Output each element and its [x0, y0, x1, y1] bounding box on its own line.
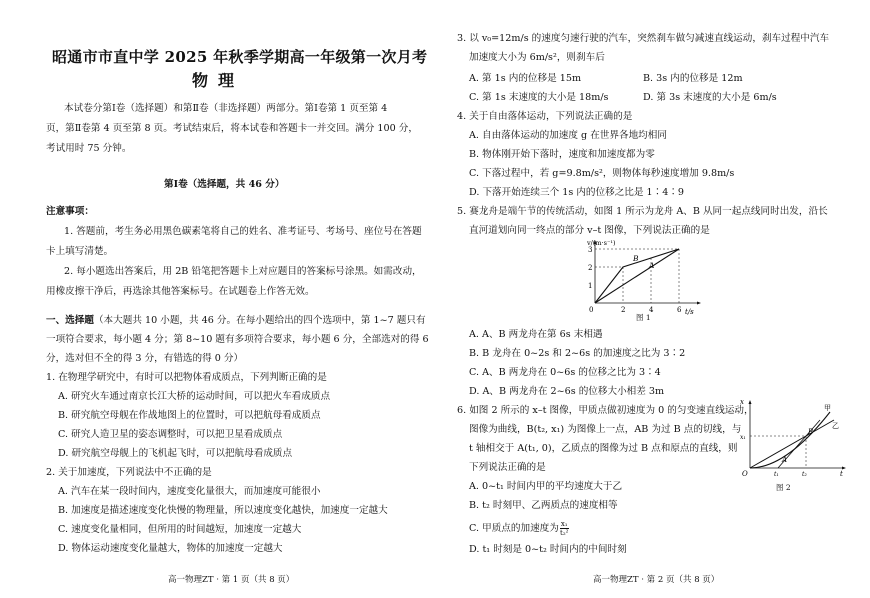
fraction-denominator: t₂²: [560, 529, 569, 537]
option-b: B. 3s 内的位移是 12m: [643, 73, 743, 84]
option-a: A. 自由落体运动的加速度 g 在世界各地均相同: [469, 130, 667, 141]
option-d: D. 研究航空母舰上的飞机起飞时，可以把航母看成质点: [58, 448, 293, 459]
t1-label: t₁: [774, 471, 779, 478]
question-stem: 直河道划向同一终点的部分 v–t 图像，下列说法正确的是: [469, 225, 710, 236]
x-tick: 6: [677, 306, 682, 314]
origin-label: O: [742, 470, 748, 478]
x-axis-arrow: [749, 400, 752, 404]
option-c: C. 第 1s 末速度的大小是 18m/s: [469, 92, 609, 103]
option-a: A. 0~t₁ 时间内甲的平均速度大于乙: [469, 481, 623, 492]
note-line: 1. 答题前，考生务必用黑色碳素笔将自己的姓名、准考证号、考场号、座位号在答题: [64, 226, 422, 237]
option-b: B. 物体刚开始下落时，速度和加速度都为零: [469, 149, 655, 160]
line-yi-label: 乙: [832, 422, 839, 430]
question-stem: 下列说法正确的是: [469, 462, 546, 473]
question-stem: 加速度大小为 6m/s²，则刹车后: [469, 52, 605, 63]
intro-line: 页，第Ⅱ卷第 4 页至第 8 页。考试结束后，将本试卷和答题卡一并交回。满分 100 分，: [46, 123, 418, 134]
option-b: B. 研究航空母舰在作战地图上的位置时，可以把航母看成质点: [58, 410, 321, 421]
note-line: 卡上填写清楚。: [46, 246, 114, 257]
x-tick: 0: [589, 306, 594, 314]
part1-intro-line: 一项符合要求，每小题 4 分；第 8~10 题有多项符合要求，每小题 6 分，全部选对的得 6: [46, 334, 429, 345]
option-d: D. 第 3s 末速度的大小是 6m/s: [643, 92, 777, 103]
question-stem: 1. 在物理学研究中，有时可以把物体看成质点，下列判断正确的是: [46, 372, 327, 383]
note-line: 2. 每小题选出答案后，用 2B 铅笔把答题卡上对应题目的答案标号涂黑。如需改动，: [64, 266, 422, 277]
option-b: B. 加速度是描述速度变化快慢的物理量，所以速度变化越快，加速度一定越大: [58, 505, 388, 516]
curve-jia-label: 甲: [824, 404, 831, 412]
figure-1-caption: 图 1: [636, 313, 651, 322]
intro-line: 考试用时 75 分钟。: [46, 143, 132, 154]
option-c: C. 下落过程中，若 g=9.8m/s²，则物体每秒速度增加 9.8m/s: [469, 168, 735, 179]
option-b: B. t₂ 时刻甲、乙两质点的速度相等: [469, 500, 618, 511]
option-d: D. t₁ 时刻是 0~t₂ 时间内的中间时刻: [469, 544, 627, 555]
exam-title: 昭通市市直中学 2025 年秋季学期高一年级第一次月考: [52, 48, 428, 66]
question-stem: 5. 赛龙舟是端午节的传统活动，如图 1 所示为龙舟 A、B 从同一起点线同时出发，沿长: [457, 206, 828, 217]
point-b-label: B: [808, 428, 814, 436]
y-tick: 2: [588, 264, 593, 272]
option-d: D. A、B 两龙舟在 2~6s 的位移大小相差 3m: [469, 386, 665, 397]
option-a: A. A、B 两龙舟在第 6s 末相遇: [469, 329, 603, 340]
question-stem: 6. 如图 2 所示的 x–t 图像，甲质点做初速度为 0 的匀变速直线运动，: [457, 405, 754, 416]
question-stem: 2. 关于加速度，下列说法中不正确的是: [46, 467, 212, 478]
part1-heading: 一、选择题: [46, 315, 94, 326]
curve-jia: [750, 412, 830, 468]
x-axis-arrow: [697, 302, 701, 305]
intro-line: 本试卷分第Ⅰ卷（选择题）和第Ⅱ卷（非选择题）两部分。第Ⅰ卷第 1 页至第 4: [64, 103, 388, 114]
question-stem: 4. 关于自由落体运动，下列说法正确的是: [457, 111, 633, 122]
option-a: A. 第 1s 内的位移是 15m: [469, 73, 582, 84]
x-tick: 2: [621, 306, 626, 314]
fraction: [560, 520, 569, 537]
option-d: D. 下落开始连续三个 1s 内的位移之比是 1∶4∶9: [469, 187, 685, 198]
figure-2-xt-graph: [740, 398, 848, 478]
right-page: [435, 0, 870, 598]
notes-title: 注意事项：: [46, 206, 94, 217]
line-b-label: B: [633, 254, 639, 263]
line-a-label: A: [649, 261, 655, 270]
point-a-label: A: [782, 456, 788, 464]
option-b: B. B 龙舟在 0~2s 和 2~6s 的加速度之比为 3∶2: [469, 348, 686, 359]
option-a: A. 汽车在某一段时间内，速度变化量很大，而加速度可能很小: [58, 486, 321, 497]
page-footer: 高一物理ZT · 第 1 页（共 8 页）: [168, 575, 295, 585]
y-tick: 3: [588, 246, 593, 254]
question-stem: 图像为曲线，B(t₂, x₁) 为图像上一点，AB 为过 B 点的切线，与: [469, 424, 742, 435]
part1-intro-line: 分，选对但不全的得 3 分，有错选的得 0 分）: [46, 353, 244, 364]
question-stem: t 轴相交于 A(t₁, 0)，乙质点的图像为过 B 点和原点的直线，则: [469, 443, 738, 454]
option-c: C. 速度变化量相同，但所用的时间越短，加速度一定越大: [58, 524, 302, 535]
y-axis-label: v/(m·s⁻¹): [587, 239, 616, 247]
x-tick: 4: [649, 306, 654, 314]
fraction-numerator: x₁: [560, 520, 568, 528]
option-d: D. 物体运动速度变化量越大，物体的加速度一定越大: [58, 543, 283, 554]
section-title: 第Ⅰ卷（选择题，共 46 分）: [164, 179, 285, 190]
figure-2-caption: 图 2: [776, 483, 791, 492]
t2-label: t₂: [802, 471, 807, 478]
x-axis-label: x: [740, 398, 744, 406]
option-c: C. 研究人造卫星的姿态调整时，可以把卫星看成质点: [58, 429, 283, 440]
y-tick: 1: [588, 282, 593, 290]
part1-intro-line: 一、选择题（本大题共 10 小题，共 46 分。在每小题给出的四个选项中，第 1~7 题只有: [46, 315, 426, 326]
x-axis-label: t/s: [685, 308, 694, 316]
x1-label: x₁: [740, 434, 746, 441]
subject-title: 物理: [192, 71, 245, 90]
page-footer: 高一物理ZT · 第 2 页（共 8 页）: [593, 575, 720, 585]
option-c: C. 甲质点的加速度为 $\frac{\text{x₁}}{\text{t₂²}}$: [469, 520, 569, 537]
option-a: A. 研究火车通过南京长江大桥的运动时间，可以把火车看成质点: [58, 391, 331, 402]
t-axis-label: t: [840, 470, 843, 478]
note-line: 用橡皮擦干净后，再选涂其他答案标号。在试题卷上作答无效。: [46, 286, 315, 297]
option-c: C. A、B 两龙舟在 0~6s 的位移之比为 3∶4: [469, 367, 661, 378]
line-yi: [750, 420, 834, 468]
question-stem: 3. 以 v₀=12m/s 的速度匀速行驶的汽车，突然刹车做匀减速直线运动，刹车过程中汽车: [457, 33, 830, 44]
